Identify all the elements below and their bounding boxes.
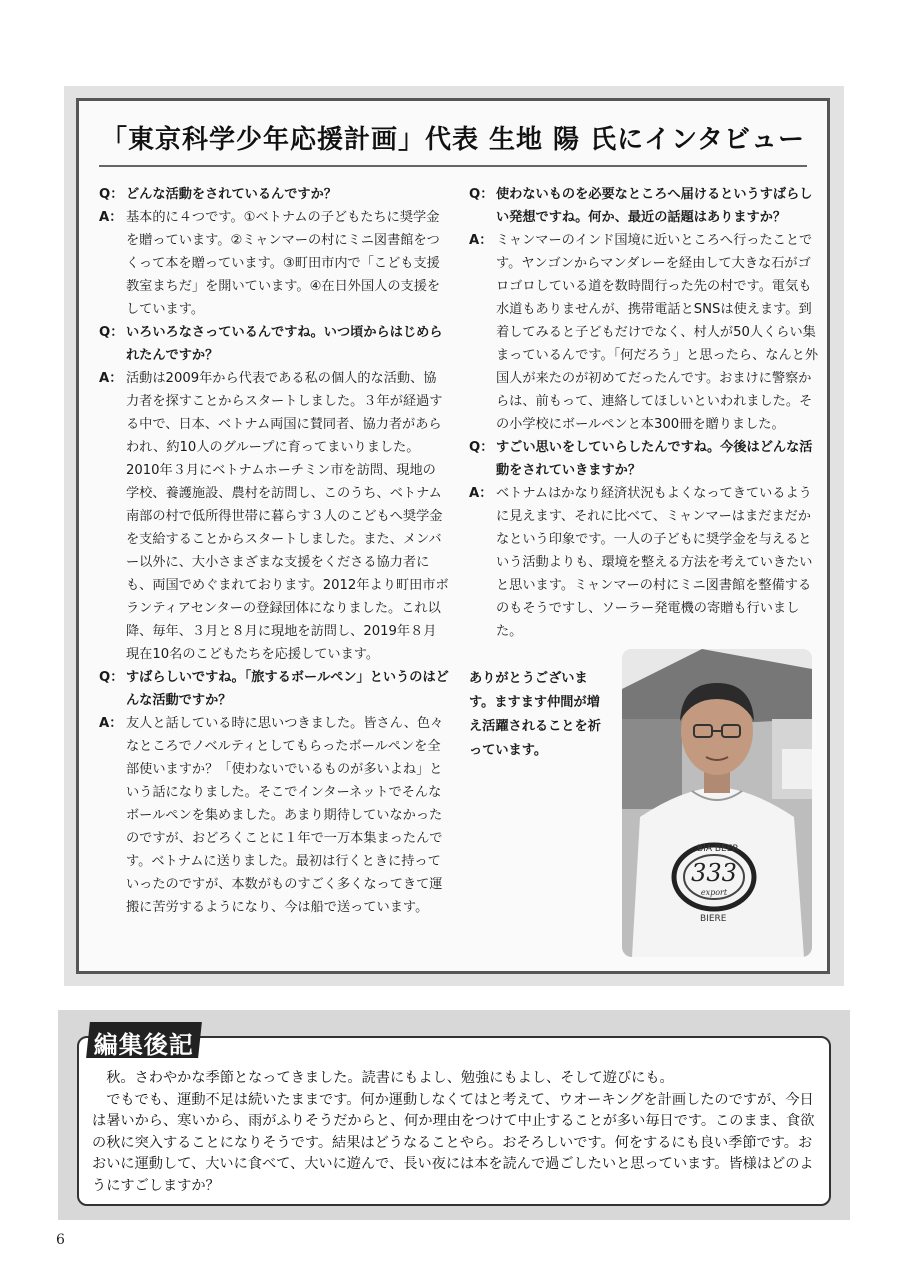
answer-text: 活動は2009年から代表である私の個人的な活動、協力者を探すことからスタートしました。３年が経過する中で、日本、ベトナム両国に賛同者、協力者があらわれ、約10人のグループに育ってまいりました。2010年３月にベトナムホーチミン市を訪問、現地の学校、養護施設、農村を訪問し、このうち、ベトナム南部の村で低所得世帯に暮らす３人のこどもへ奨学金を支給することからスタートしました。また、メンバー以外に、大小さまざまな支援をくださる協力者にも、両国でめぐまれております。2012年より町田市ボランティアセンターの登録団体になりました。これ以降、毎年、３月と８月に現地を訪問し、2019年８月現在10名のこどもたちを応援しています。	[126, 371, 449, 662]
interviewee-photo	[622, 649, 812, 957]
question-text: どんな活動をされているんですか？	[126, 187, 337, 202]
question-text: いろいろなさっているんですね。いつ頃からはじめられたんですか？	[126, 325, 443, 363]
answer	[469, 482, 819, 643]
qa-mark: A：	[99, 716, 123, 731]
question	[469, 436, 819, 482]
closing-message: ありがとうございます。ますます仲間が増え活躍されることを祈っています。	[469, 671, 601, 758]
question-text: 使わないものを必要なところへ届けるというすばらしい発想ですね。何か、最近の話題はありますか？	[496, 187, 813, 225]
answer	[99, 712, 449, 919]
editorial-heading	[86, 1022, 202, 1058]
qa-mark: Q：	[469, 187, 494, 202]
question	[99, 183, 449, 206]
question	[99, 666, 449, 712]
interview-left-column	[99, 183, 449, 919]
question	[99, 321, 449, 367]
qa-mark: Q：	[469, 440, 494, 455]
answer	[469, 229, 819, 436]
title-divider	[99, 165, 807, 167]
qa-mark: A：	[469, 486, 493, 501]
shirt-text-top: BIA BEER	[697, 844, 739, 854]
answer	[99, 206, 449, 321]
page-number: 6	[56, 1232, 65, 1248]
interview-title: 「東京科学少年応援計画」代表 生地 陽 氏にインタビュー	[100, 125, 806, 155]
editorial-body	[92, 1068, 820, 1197]
interview-right-column	[469, 183, 819, 643]
answer-text: 基本的に４つです。①ベトナムの子どもたちに奨学金を贈っています。②ミャンマーの村にミニ図書館をつくって本を贈っています。③町田市内で「こども支援教室まちだ」を開いています。④在日外国人の支援をしています。	[126, 210, 441, 317]
qa-mark: Q：	[99, 187, 124, 202]
answer-text: 友人と話している時に思いつきました。皆さん、色々なところでノベルティとしてもらったボールペンを全部使いますか？「使わないでいるものが多いよね」という話になりました。そこでインターネットでそんなボールペンを集めました。あまり期待していなかったのですが、おどろくことに１年で一万本集まったんです。ベトナムに送りました。最初は行くときに持っていったのですが、本数がものすごく多くなってきて運搬に苦労するようになり、今は船で送っています。	[126, 716, 444, 915]
question-text: すばらしいですね。「旅するボールペン」というのはどんな活動ですか？	[126, 670, 449, 708]
shirt-sub: export	[700, 888, 728, 897]
editorial-paragraph: 秋。さわやかな季節となってきました。読書にもよし、勉強にもよし、そして遊びにも。	[106, 1070, 674, 1086]
answer	[99, 367, 449, 666]
qa-mark: A：	[99, 210, 123, 225]
qa-mark: Q：	[99, 325, 124, 340]
answer-text: ベトナムはかなり経済状況もよくなってきているように見えます、それに比べて、ミャンマーはまだまだかなという印象です。一人の子どもに奨学金を与えるという活動よりも、環境を整える方法を考えていきたいと思います。ミャンマーの村にミニ図書館を整備するのもそうですし、ソーラー発電機の寄贈も行いました。	[496, 486, 813, 639]
qa-mark: A：	[469, 233, 493, 248]
shirt-number: 333	[691, 859, 737, 887]
interview-box	[76, 98, 830, 974]
portrait-image	[622, 649, 812, 957]
question	[469, 183, 819, 229]
question-text: すごい思いをしていらしたんですね。今後はどんな活動をされていきますか？	[496, 440, 813, 478]
answer-text: ミャンマーのインド国境に近いところへ行ったことです。ヤンゴンからマンダレーを経由して大きな石がゴロゴロしている道を数時間行った先の村です。電気も水道もありませんが、携帯電話とSNSは使えます。到着してみると子どもだけでなく、村人が50人くらい集まっているんです。「何だろう」と思ったら、なんと外国人が来たのが初めてだったんです。おまけに警察からは、前もって、連絡してほしいといわれました。その小学校にボールペンと本300冊を贈りました。	[496, 233, 819, 432]
editorial-heading-label: 編集後記	[93, 1031, 194, 1059]
editorial-paragraph: でもでも、運動不足は続いたままです。何か運動しなくてはと考えて、ウオーキングを計画したのですが、今日は暑いから、寒いから、雨がふりそうだからと、何か理由をつけて中止することが多い毎日です。このまま、食欲の秋に突入することになりそうです。結果はどうなることやら。おそろしいです。何をするにも良い季節です。おおいに運動して、大いに食べて、大いに遊んで、長い夜には本を読んで過ごしたいと思っています。皆様はどのようにすごしますか？	[92, 1091, 815, 1194]
qa-mark: A：	[99, 371, 123, 386]
shirt-text-bottom: BIERE	[700, 914, 727, 924]
qa-mark: Q：	[99, 670, 124, 685]
